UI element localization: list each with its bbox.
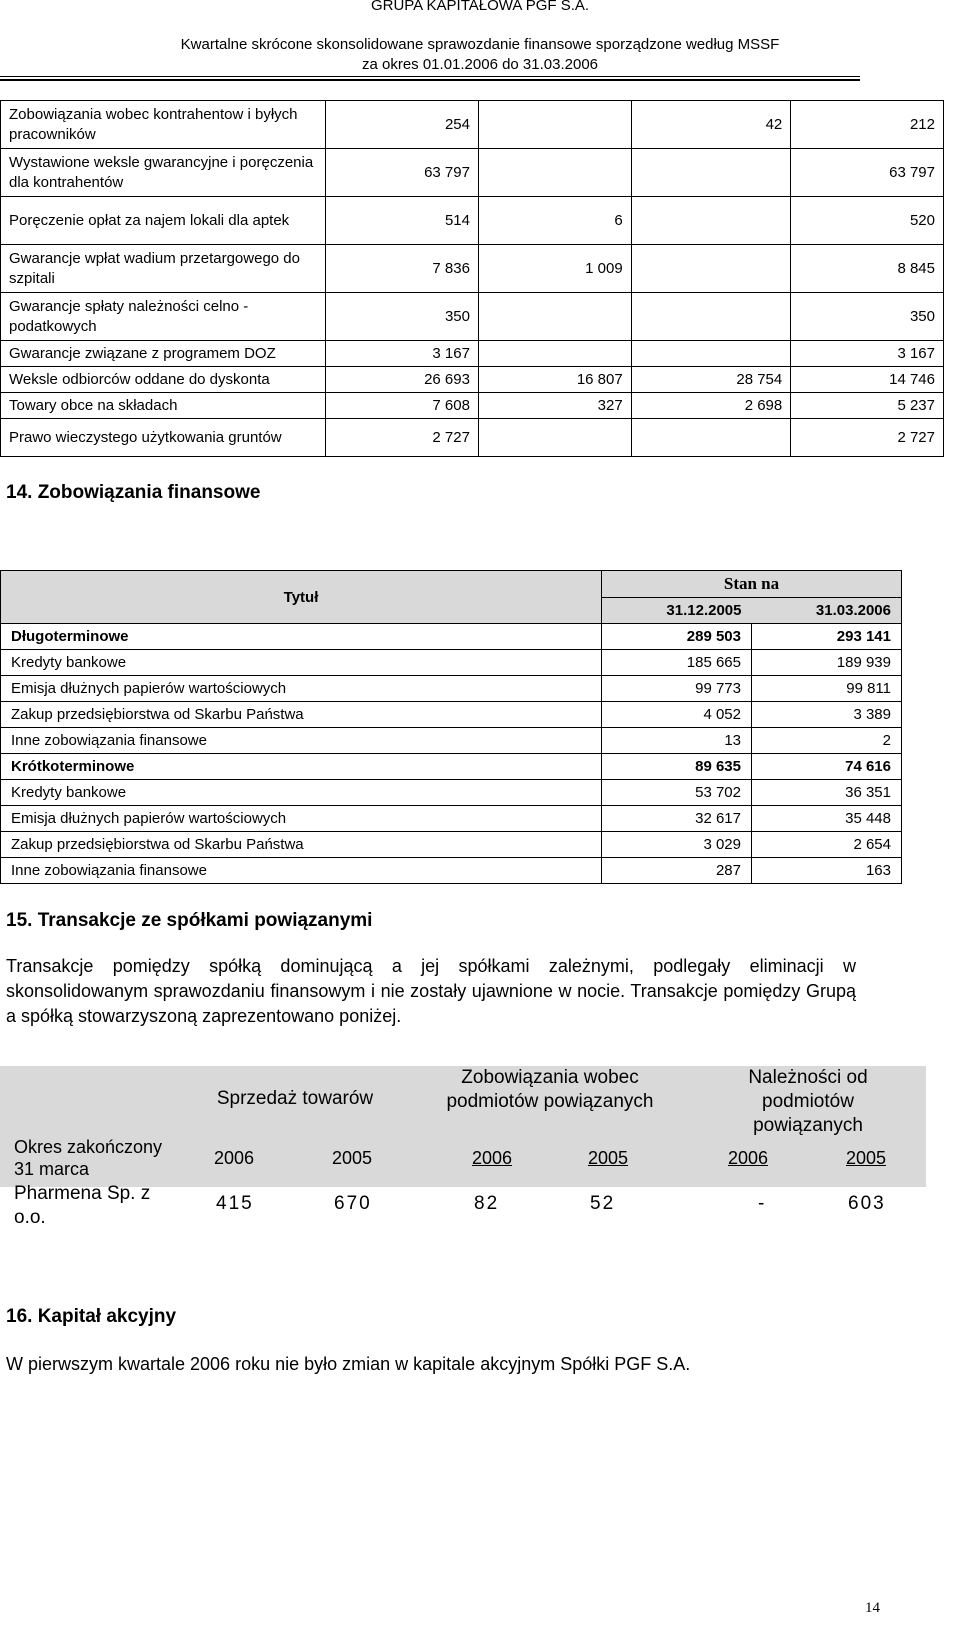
- row-value: [631, 419, 791, 457]
- header-rule-thick: [0, 79, 860, 81]
- value-2006: 2 654: [752, 832, 902, 858]
- table-row: [1, 197, 944, 245]
- section-14-heading: 14. Zobowiązania finansowe: [6, 482, 261, 503]
- row-label: Emisja dłużnych papierów wartościowych: [1, 676, 602, 702]
- row-label: Gwarancje związane z programem DOZ: [1, 341, 326, 367]
- value-2005: 53 702: [602, 780, 752, 806]
- table-row: [1, 245, 944, 293]
- row-value: 2 727: [791, 419, 944, 457]
- year-header: 2006: [728, 1148, 769, 1168]
- row-value: [631, 245, 791, 293]
- value-2006: 189 939: [752, 650, 902, 676]
- col-title-header: Tytuł: [1, 571, 602, 624]
- period-label: Okres zakończony 31 marca: [14, 1137, 163, 1179]
- row-label: Zakup przedsiębiorstwa od Skarbu Państwa: [1, 702, 602, 728]
- value-2006: 36 351: [752, 780, 902, 806]
- table-row: [1, 754, 902, 780]
- col-group-header: Stan na: [602, 571, 902, 598]
- section-15-paragraph: Transakcje pomiędzy spółką dominującą a jej spółkami zależnymi, podlegały eliminacji w skonsolidowanym sprawozdaniu finansowym i nie zostały ujawnione w nocie. Transakcje pomiędzy Grupą a spółką stowarzyszoną zaprezentowano poniżej.: [6, 956, 856, 1026]
- section-15-heading: 15. Transakcje ze spółkami powiązanymi: [6, 910, 373, 931]
- value-2005: 4 052: [602, 702, 752, 728]
- col-liabilities-header: Zobowiązania wobec podmiotów powiązanych: [446, 1067, 654, 1112]
- row-value: 350: [791, 293, 944, 341]
- row-value: 6: [478, 197, 631, 245]
- value-2005: 13: [602, 728, 752, 754]
- table-row: [1, 101, 944, 149]
- row-value: 514: [326, 197, 479, 245]
- value-2005: 3 029: [602, 832, 752, 858]
- year-header: 2005: [332, 1148, 373, 1168]
- company-name: GRUPA KAPITAŁOWA PGF S.A.: [370, 0, 590, 14]
- row-label: Krótkoterminowe: [1, 754, 602, 780]
- value-2005: 185 665: [602, 650, 752, 676]
- table-row: [1, 367, 944, 393]
- row-label: Zakup przedsiębiorstwa od Skarbu Państwa: [1, 832, 602, 858]
- value-2005: 32 617: [602, 806, 752, 832]
- report-title: Kwartalne skrócone skonsolidowane sprawozdanie finansowe sporządzone według MSSF: [180, 36, 780, 53]
- row-label: Emisja dłużnych papierów wartościowych: [1, 806, 602, 832]
- row-value: 3 167: [791, 341, 944, 367]
- row-value: 28 754: [631, 367, 791, 393]
- row-value: 26 693: [326, 367, 479, 393]
- table-row: [1, 780, 902, 806]
- row-value: 2 727: [326, 419, 479, 457]
- table-row: [1, 728, 902, 754]
- year-header: 2005: [846, 1148, 887, 1168]
- transaction-value: 670: [334, 1193, 372, 1214]
- row-value: 327: [478, 393, 631, 419]
- section-16-heading: 16. Kapitał akcyjny: [6, 1306, 177, 1327]
- value-2006: 2: [752, 728, 902, 754]
- section-16-paragraph: W pierwszym kwartale 2006 roku nie było zmian w kapitale akcyjnym Spółki PGF S.A.: [6, 1354, 691, 1374]
- off-balance-table: [0, 100, 944, 457]
- row-label: Inne zobowiązania finansowe: [1, 728, 602, 754]
- row-value: [631, 293, 791, 341]
- report-period: za okres 01.01.2006 do 31.03.2006: [361, 56, 599, 73]
- row-value: [631, 197, 791, 245]
- year-header: 2006: [214, 1148, 255, 1168]
- row-value: 7 836: [326, 245, 479, 293]
- table-row: [1, 149, 944, 197]
- row-label: Weksle odbiorców oddane do dyskonta: [1, 367, 326, 393]
- table-row: [1, 293, 944, 341]
- table-row: [1, 806, 902, 832]
- row-value: 7 608: [326, 393, 479, 419]
- transaction-value: 82: [474, 1193, 500, 1214]
- entity-name: Pharmena Sp. z o.o.: [14, 1183, 151, 1228]
- row-value: 350: [326, 293, 479, 341]
- value-2006: 3 389: [752, 702, 902, 728]
- row-value: 63 797: [791, 149, 944, 197]
- date2-header: 31.03.2006: [752, 598, 902, 624]
- row-value: 212: [791, 101, 944, 149]
- row-label: Inne zobowiązania finansowe: [1, 858, 602, 884]
- row-value: 3 167: [326, 341, 479, 367]
- transaction-value: 415: [216, 1193, 254, 1214]
- transaction-value: 52: [590, 1193, 616, 1214]
- row-value: 254: [326, 101, 479, 149]
- row-label: Zobowiązania wobec kontrahentow i byłych pracowników: [1, 101, 326, 149]
- row-label: Poręczenie opłat za najem lokali dla aptek: [1, 197, 326, 245]
- year-header: 2006: [472, 1148, 513, 1168]
- header-band-right: [200, 1137, 926, 1187]
- row-value: [478, 101, 631, 149]
- row-label: Kredyty bankowe: [1, 650, 602, 676]
- row-value: 8 845: [791, 245, 944, 293]
- financial-liabilities-table: [0, 570, 902, 884]
- row-label: Gwarancje spłaty należności celno - podatkowych: [1, 293, 326, 341]
- row-label: Prawo wieczystego użytkowania gruntów: [1, 419, 326, 457]
- row-label: Wystawione weksle gwarancyjne i poręczenia dla kontrahentów: [1, 149, 326, 197]
- row-value: 16 807: [478, 367, 631, 393]
- row-value: [478, 419, 631, 457]
- table-row: [1, 341, 944, 367]
- row-value: 520: [791, 197, 944, 245]
- value-2006: 99 811: [752, 676, 902, 702]
- value-2006: 293 141: [752, 624, 902, 650]
- transaction-value: 603: [848, 1193, 886, 1214]
- col-sales-header: Sprzedaż towarów: [216, 1088, 374, 1109]
- header-rule-thin: [0, 76, 860, 77]
- value-2005: 289 503: [602, 624, 752, 650]
- year-header: 2005: [588, 1148, 629, 1168]
- row-label: Długoterminowe: [1, 624, 602, 650]
- table-row: [1, 393, 944, 419]
- value-2006: 35 448: [752, 806, 902, 832]
- row-value: 5 237: [791, 393, 944, 419]
- value-2005: 99 773: [602, 676, 752, 702]
- table-row: [1, 676, 902, 702]
- row-value: [631, 341, 791, 367]
- row-value: 14 746: [791, 367, 944, 393]
- table-row: [1, 702, 902, 728]
- value-2006: 74 616: [752, 754, 902, 780]
- row-label: Towary obce na składach: [1, 393, 326, 419]
- date1-header: 31.12.2005: [602, 598, 752, 624]
- value-2006: 163: [752, 858, 902, 884]
- table-row: [1, 858, 902, 884]
- table-row: [1, 650, 902, 676]
- row-value: 2 698: [631, 393, 791, 419]
- transaction-value: -: [758, 1193, 767, 1214]
- row-value: 1 009: [478, 245, 631, 293]
- row-value: [478, 341, 631, 367]
- row-value: 42: [631, 101, 791, 149]
- row-label: Gwarancje wpłat wadium przetargowego do szpitali: [1, 245, 326, 293]
- table-row: [1, 419, 944, 457]
- row-value: [478, 293, 631, 341]
- value-2005: 89 635: [602, 754, 752, 780]
- col-receivables-header: Należności od podmiotów powiązanych: [748, 1067, 868, 1136]
- page-number: 14: [865, 1600, 880, 1616]
- table-row: [1, 624, 902, 650]
- value-2005: 287: [602, 858, 752, 884]
- table-row: [1, 832, 902, 858]
- row-value: 63 797: [326, 149, 479, 197]
- row-label: Kredyty bankowe: [1, 780, 602, 806]
- row-value: [478, 149, 631, 197]
- row-value: [631, 149, 791, 197]
